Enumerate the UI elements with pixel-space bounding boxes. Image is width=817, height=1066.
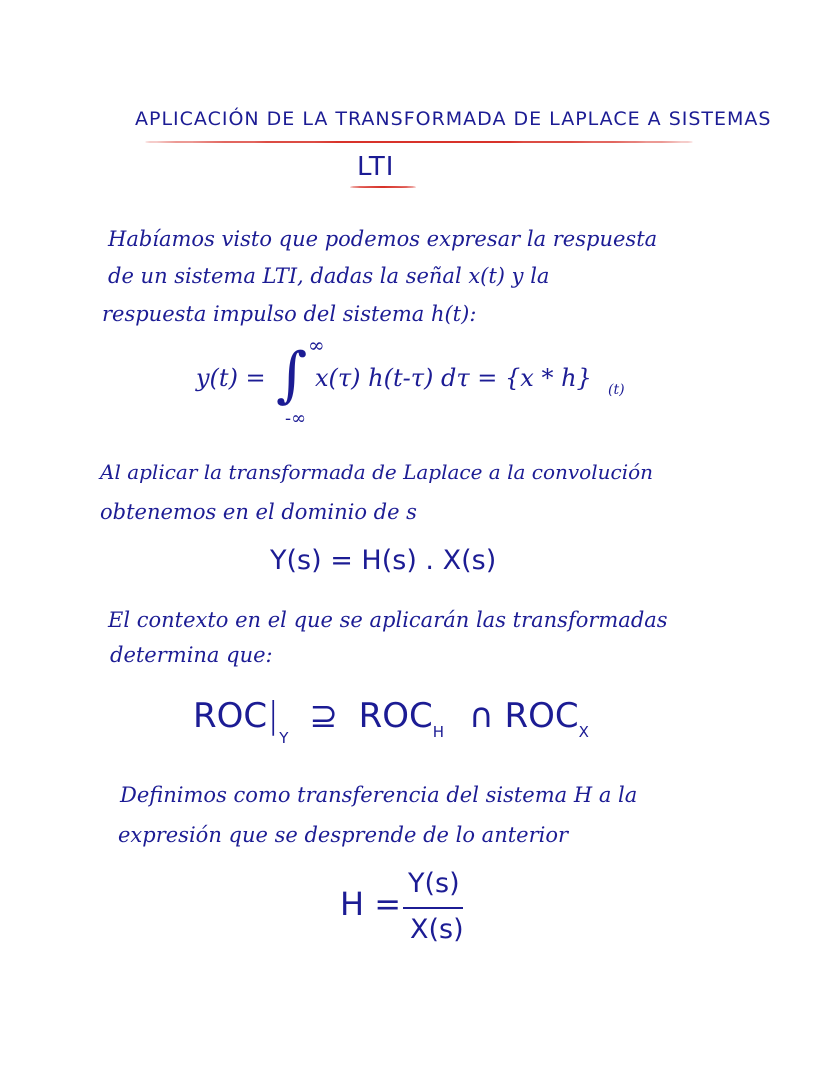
integral-sign: ∫ [276, 340, 308, 410]
convolution-lhs: y(t) = [196, 364, 266, 392]
paragraph-4-line-2: expresión que se desprende de lo anterior [118, 823, 569, 847]
paragraph-2-line-2: obtenemos en el dominio de s [100, 500, 417, 524]
subtitle-underline [350, 186, 416, 188]
integral-lower-limit: -∞ [285, 408, 307, 429]
paragraph-3-line-2: determina que: [110, 643, 273, 667]
roc-y-bar: | [267, 695, 280, 736]
paragraph-1-line-3: respuesta impulso del sistema h(t): [102, 302, 477, 326]
roc-h-subscript: H [432, 723, 444, 741]
roc-h: ROC [358, 696, 433, 736]
paragraph-2-line-1: Al aplicar la transformada de Laplace a la convolución [100, 460, 654, 484]
roc-y-subscript: Y [279, 729, 289, 747]
transfer-lhs: H = [340, 885, 402, 923]
integral-upper-limit: ∞ [308, 333, 325, 357]
title-line-1: APLICACIÓN DE LA TRANSFORMADA DE LAPLACE A SISTEMAS [135, 108, 772, 130]
roc-relation [193, 695, 589, 747]
paragraph-1-line-1: Habíamos visto que podemos expresar la respuesta [108, 227, 658, 251]
roc-x: ROC [504, 696, 579, 736]
roc-superset-sign: ⊇ [309, 696, 338, 736]
convolution-subscript: (t) [608, 382, 625, 398]
fraction-bar [403, 907, 463, 909]
paragraph-3-line-1: El contexto en el que se aplicarán las transformadas [108, 608, 668, 632]
transfer-numerator: Y(s) [408, 868, 460, 899]
paragraph-4-line-1: Definimos como transferencia del sistema H a la [120, 783, 638, 807]
transfer-denominator: X(s) [410, 914, 464, 945]
roc-x-subscript: X [578, 723, 589, 741]
roc-y: ROC [193, 696, 268, 736]
convolution-integrand: x(τ) h(t-τ) dτ = {x * h} [315, 364, 592, 392]
laplace-product-equation: Y(s) = H(s) . X(s) [270, 545, 497, 576]
title-underline [145, 141, 693, 143]
roc-intersection-sign: ∩ [468, 696, 494, 736]
title-line-2: LTI [357, 152, 395, 182]
paragraph-1-line-2: de un sistema LTI, dadas la señal x(t) y la [108, 264, 550, 288]
